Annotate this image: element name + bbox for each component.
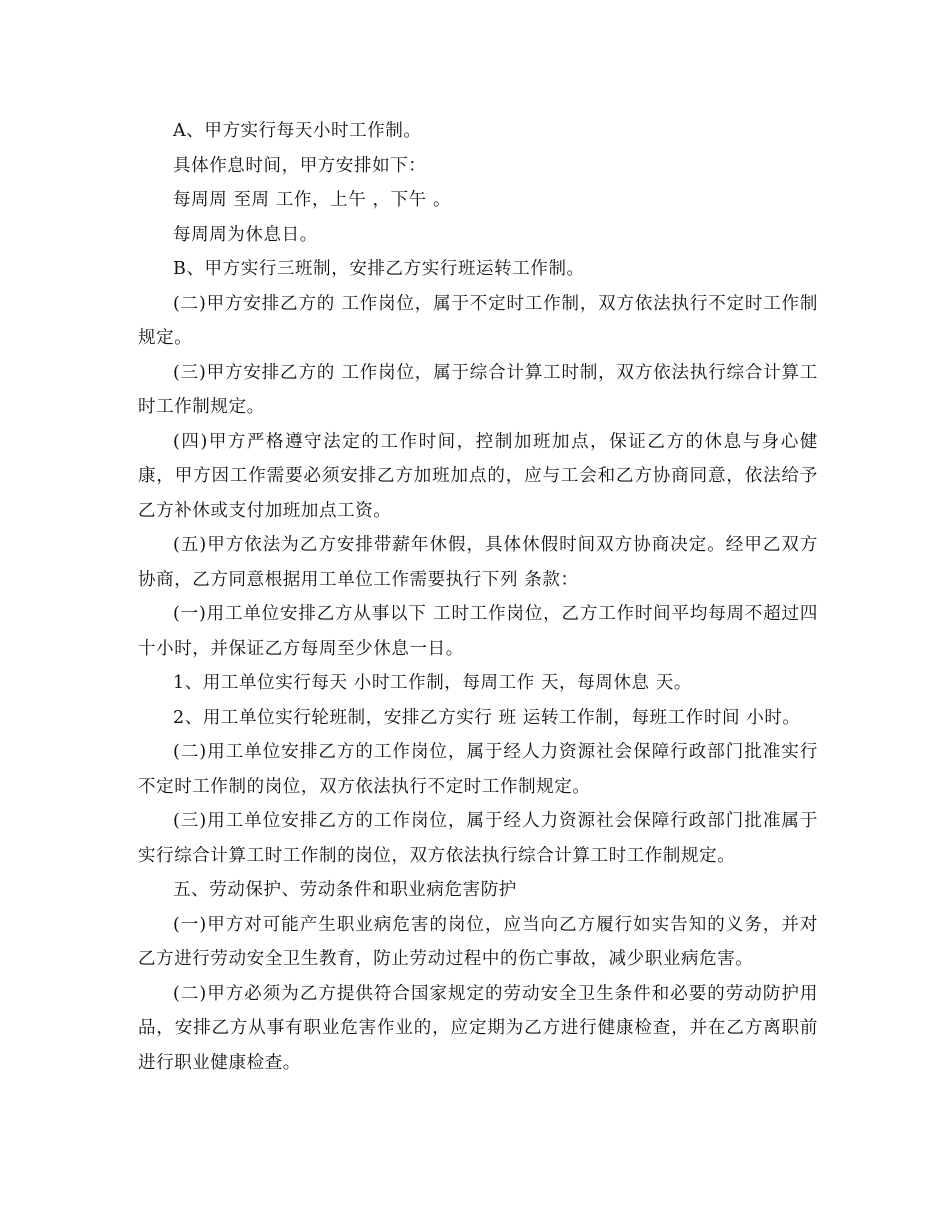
paragraph-safety-conditions: (二)甲方必须为乙方提供符合国家规定的劳动安全卫生条件和必要的劳动防护用品，安排乙方从事有职业危害作业的，应定期为乙方进行健康检查，并在乙方离职前进行职业健康检查。 (138, 983, 818, 1073)
paragraph-rest-day: 每周周为休息日。 (173, 224, 318, 245)
paragraph-employer-hours: (一)用工单位安排乙方从事以下 工时工作岗位，乙方工作时间平均每周不超过四十小时，并保证乙方每周至少休息一日。 (138, 604, 818, 659)
paragraph-hazard-notice: (一)甲方对可能产生职业病危害的岗位，应当向乙方履行如实告知的义务，并对乙方进行劳动安全卫生教育，防止劳动过程中的伤亡事故，减少职业病危害。 (138, 914, 818, 969)
paragraph-shift-b: B、甲方实行三班制，安排乙方实行班运转工作制。 (173, 259, 585, 279)
section-heading-labor-protection: 五、劳动保护、劳动条件和职业病危害防护 (173, 880, 517, 900)
paragraph-weekly-hours: 每周周 至周 工作，上午 ，下午 。 (173, 190, 452, 210)
paragraph-daily-hours: 1、用工单位实行每天 小时工作制，每周工作 天，每周休息 天。 (173, 673, 692, 693)
paragraph-schedule-intro: 具体作息时间，甲方安排如下： (173, 155, 427, 176)
document-body (138, 114, 818, 1080)
paragraph-shift-a: A、甲方实行每天小时工作制。 (173, 121, 422, 141)
paragraph-overtime: (四)甲方严格遵守法定的工作时间，控制加班加点，保证乙方的休息与身心健康，甲方因工作需要必须安排乙方加班加点的，应与工会和乙方协商同意，依法给予乙方补休或支付加班加点工资。 (138, 431, 818, 521)
paragraph-comprehensive-hours: (三)甲方安排乙方的 工作岗位，属于综合计算工时制，双方依法执行综合计算工时工作制规定。 (138, 362, 818, 417)
paragraph-rotation: 2、用工单位实行轮班制，安排乙方实行 班 运转工作制，每班工作时间 小时。 (173, 707, 801, 728)
paragraph-employer-flexible: (二)用工单位安排乙方的工作岗位，属于经人力资源社会保障行政部门批准实行不定时工作制的岗位，双方依法执行不定时工作制规定。 (138, 742, 818, 797)
paragraph-annual-leave: (五)甲方依法为乙方安排带薪年休假，具体休假时间双方协商决定。经甲乙双方协商，乙方同意根据用工单位工作需要执行下列 条款： (138, 535, 818, 590)
paragraph-employer-comprehensive: (三)用工单位安排乙方的工作岗位，属于经人力资源社会保障行政部门批准属于实行综合计算工时工作制的岗位，双方依法执行综合计算工时工作制规定。 (138, 811, 818, 866)
paragraph-flexible-hours: (二)甲方安排乙方的 工作岗位，属于不定时工作制，双方依法执行不定时工作制规定。 (138, 293, 818, 348)
